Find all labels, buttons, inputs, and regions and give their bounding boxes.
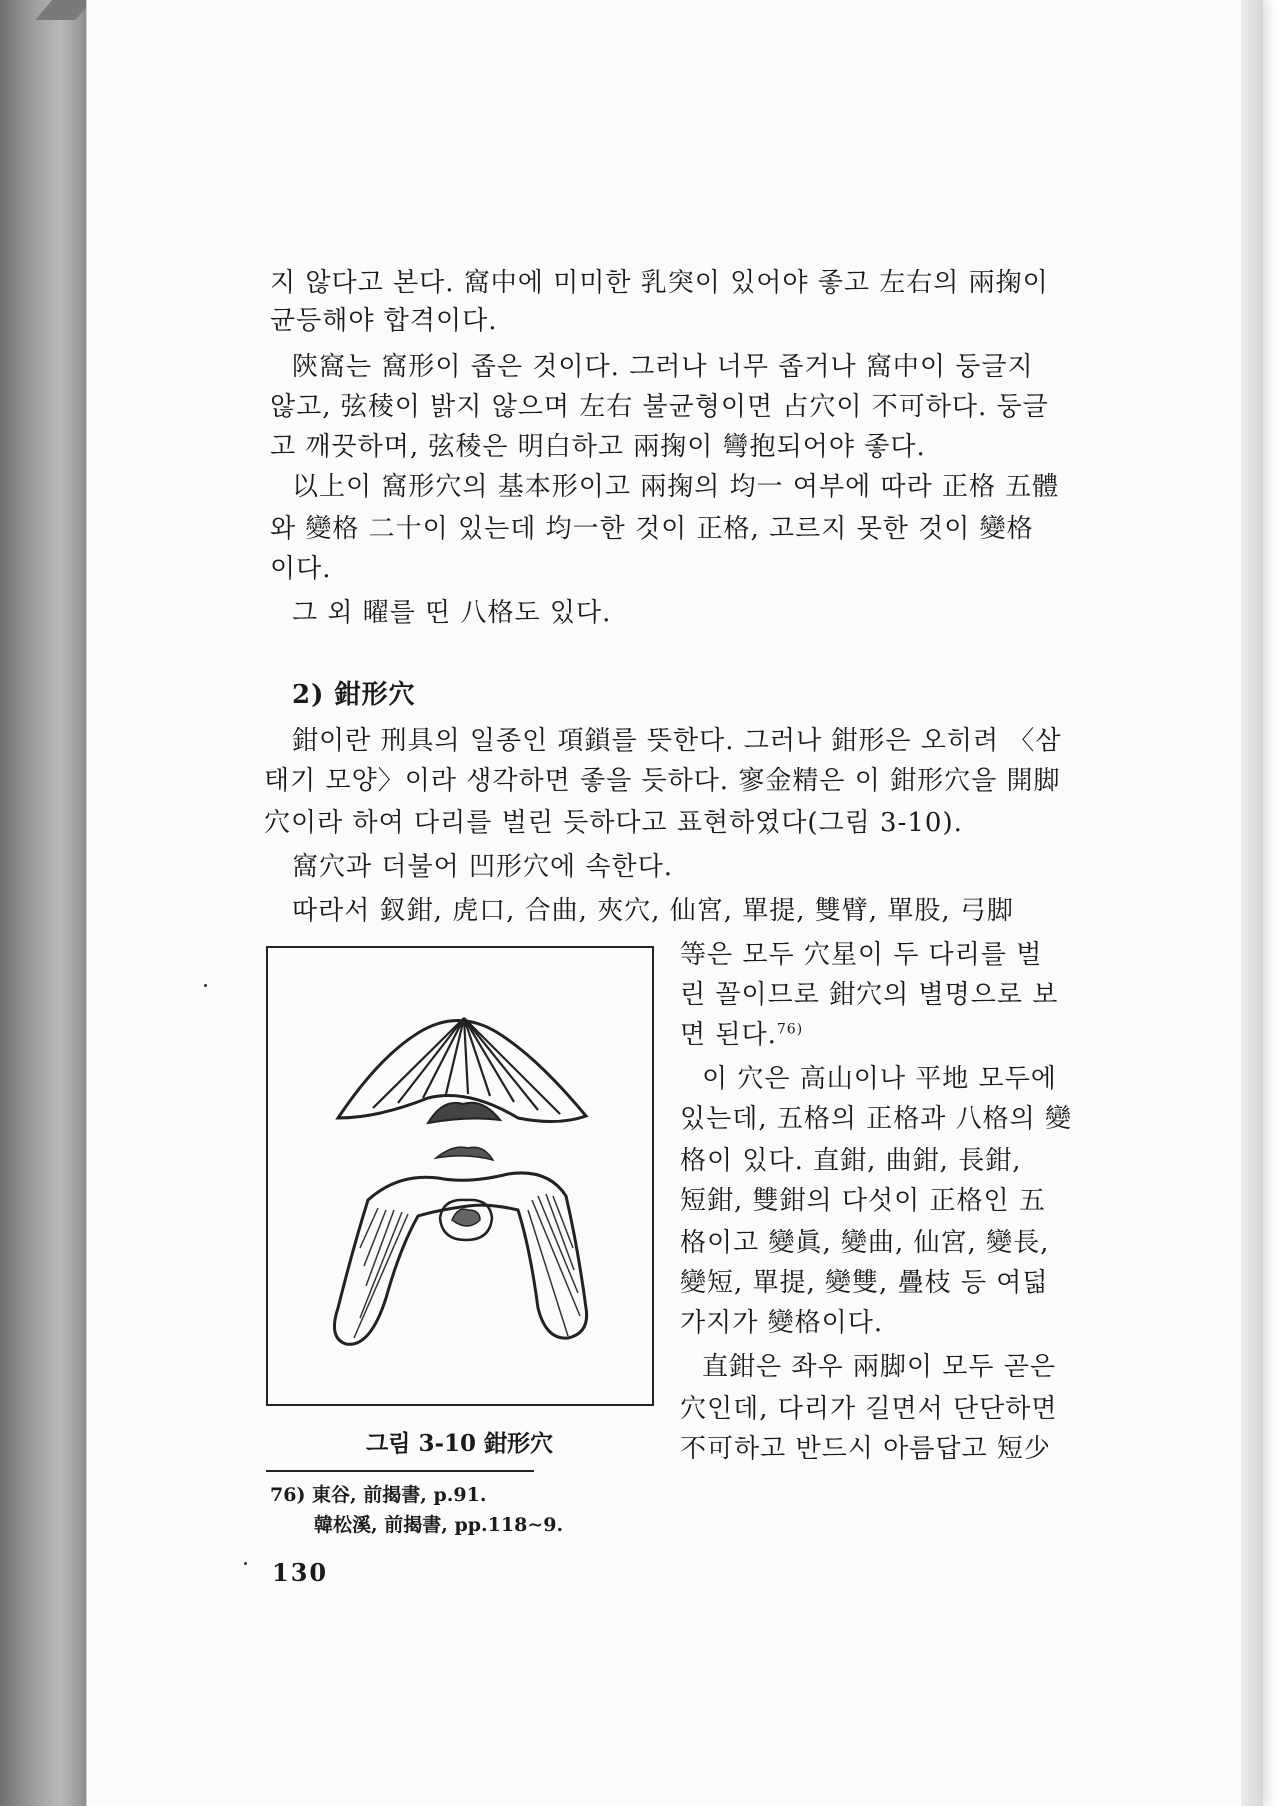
text-line: 와 變格 二十이 있는데 均一한 것이 正格, 고르지 못한 것이 變格	[270, 514, 1034, 544]
figure-frame	[266, 946, 654, 1406]
text-line: 지 않다고 본다. 窩中에 미미한 乳突이 있어야 좋고 左右의 兩掬이	[270, 268, 1049, 298]
text-line: 陝窩는 窩形이 좁은 것이다. 그러나 너무 좁거나 窩中이 둥글지	[292, 352, 1034, 382]
text-line: 變短, 單提, 變雙, 疊枝 등 여덟	[680, 1268, 1049, 1298]
book-spine	[0, 0, 86, 1806]
text-line: 이 穴은 高山이나 平地 모두에	[702, 1064, 1057, 1094]
text-line: 短鉗, 雙鉗의 다섯이 正格인 五	[680, 1186, 1046, 1216]
footnote-rule	[266, 1470, 534, 1472]
text-line: 있는데, 五格의 正格과 八格의 變	[680, 1104, 1073, 1134]
section-heading: 2) 鉗形穴	[292, 680, 416, 710]
text-line: 直鉗은 좌우 兩脚이 모두 곧은	[702, 1352, 1056, 1382]
footnote-ref: 76)	[776, 1021, 804, 1038]
text-line: 不可하고 반드시 아름답고 短少	[680, 1434, 1051, 1464]
page-edge	[1241, 0, 1263, 1806]
footnote: 76) 東谷, 前揭書, p.91.	[270, 1484, 487, 1506]
figure-caption: 그림 3-10 鉗形穴	[366, 1430, 554, 1457]
text-line: 以上이 窩形穴의 基本形이고 兩掬의 均一 여부에 따라 正格 五體	[292, 472, 1060, 502]
clamp-shape-illustration	[268, 948, 652, 1404]
text-line: 等은 모두 穴星이 두 다리를 벌	[680, 940, 1043, 970]
text-line: 가지가 變格이다.	[680, 1308, 884, 1338]
speck	[204, 984, 207, 987]
text-line: 窩穴과 더불어 凹形穴에 속한다.	[292, 852, 673, 882]
text-line: 따라서 釵鉗, 虎口, 合曲, 夾穴, 仙宮, 單提, 雙臂, 單股, 弓脚	[292, 896, 1014, 926]
text-line: 穴인데, 다리가 길면서 단단하면	[680, 1394, 1058, 1424]
text-line: 고 깨끗하며, 弦稜은 明白하고 兩掬이 彎抱되어야 좋다.	[270, 432, 926, 462]
text-line: 鉗이란 刑具의 일종인 項鎖를 뜻한다. 그러나 鉗形은 오히려 〈삼	[292, 726, 1062, 756]
text-line: 그 외 曜를 띤 八格도 있다.	[292, 598, 612, 628]
text-line: 균등해야 합격이다.	[270, 306, 498, 336]
text-line: 태기 모양〉이라 생각하면 좋을 듯하다. 寥金精은 이 鉗形穴을 開脚	[264, 766, 1061, 796]
text-line: 穴이라 하여 다리를 벌린 듯하다고 표현하였다(그림 3-10).	[264, 808, 963, 838]
text-line: 않고, 弦稜이 밝지 않으며 左右 불균형이면 占穴이 不可하다. 둥글	[270, 392, 1049, 422]
footnote: 韓松溪, 前揭書, pp.118∼9.	[314, 1514, 564, 1536]
speck	[244, 1562, 247, 1565]
text-line: 면 된다.$^{76)}$	[680, 1020, 804, 1050]
text-line: 이다.	[270, 554, 332, 584]
page-number: 130	[272, 1558, 329, 1587]
text-line: 格이 있다. 直鉗, 曲鉗, 長鉗,	[680, 1146, 1022, 1176]
text-line: 린 꼴이므로 鉗穴의 별명으로 보	[680, 980, 1059, 1010]
text-line: 格이고 變眞, 變曲, 仙宮, 變長,	[680, 1228, 1050, 1258]
